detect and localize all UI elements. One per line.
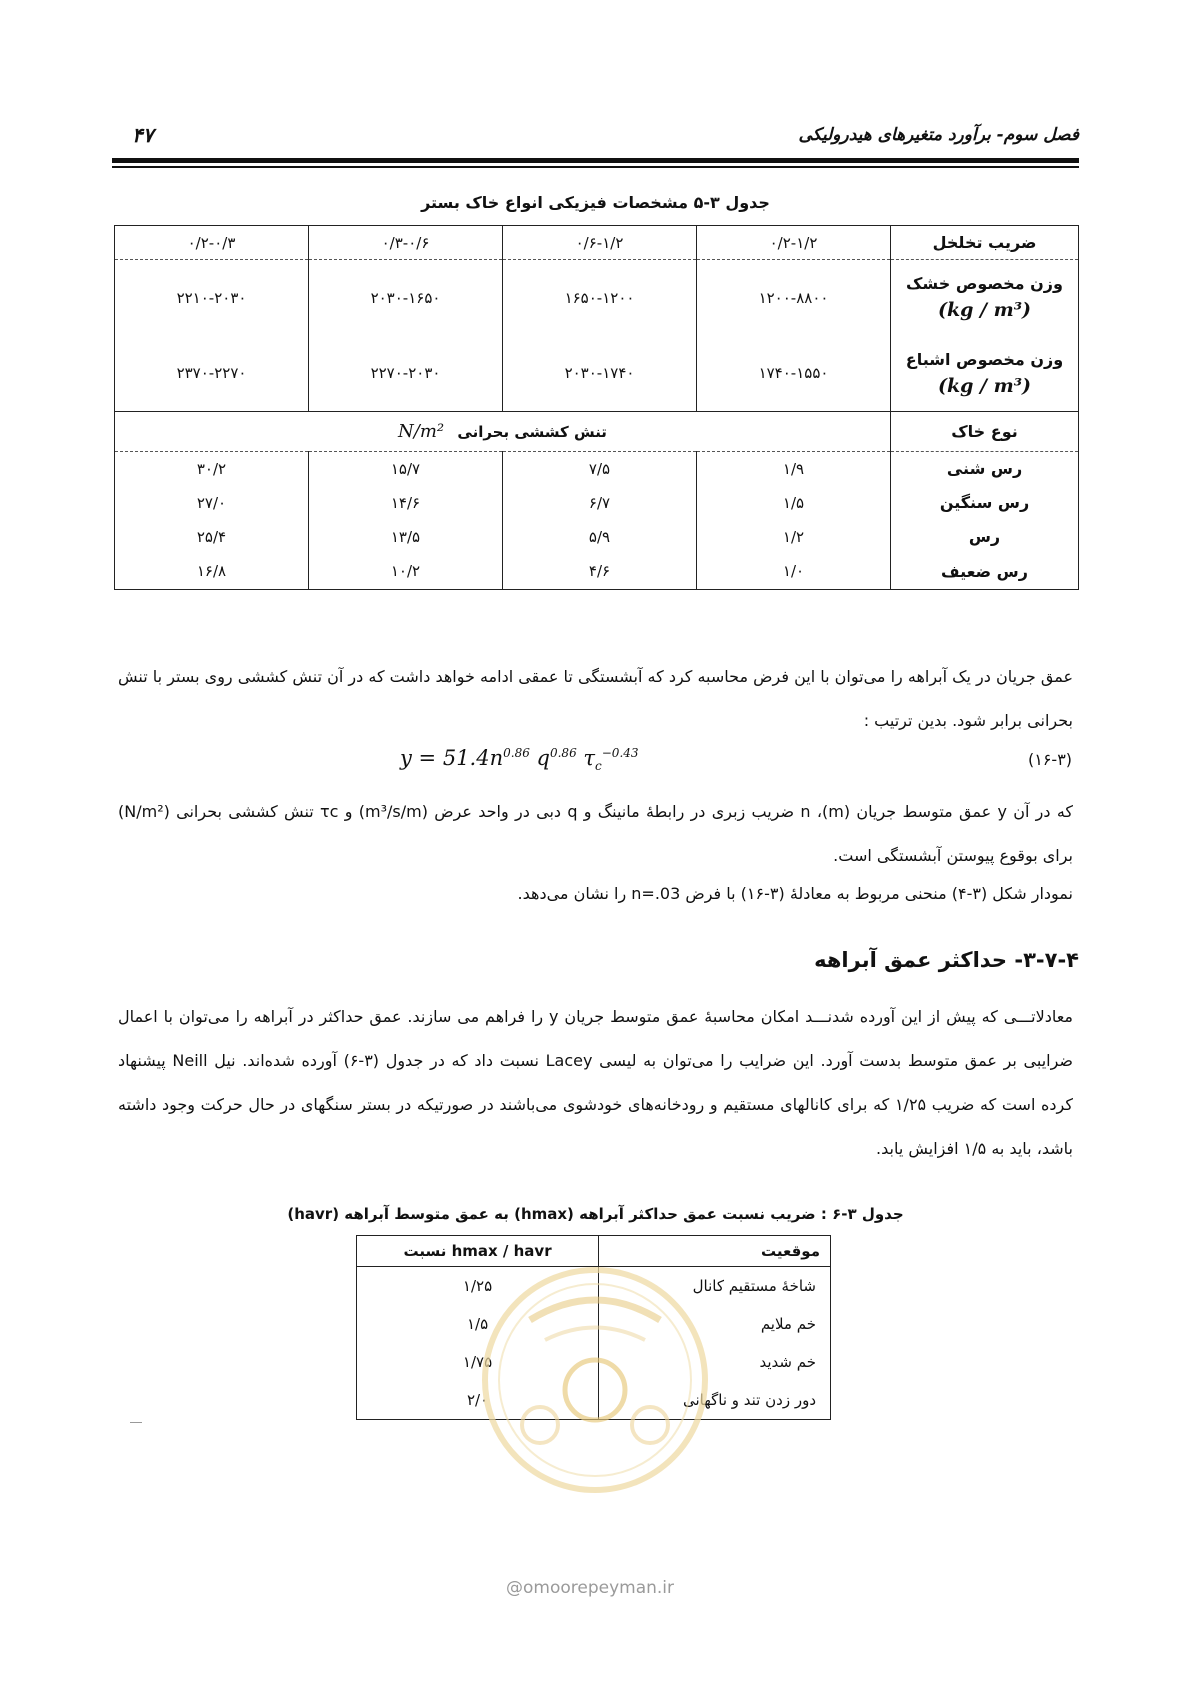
location-cell: خم شدید [599,1343,831,1381]
paragraph-max-depth: معادلاتـــی که پیش از این آورده شدنـــد امکان محاسبهٔ عمق متوسط جریان y را فراهم می سازند. عمق حداکثر در آبراهه را می‌توان با اعمال ضرایبی بر عمق متوسط بدست آورد. این ضرایب را می‌توان به لیسی Lacey نسبت داد که در جدول (۳-۶) آورده شده‌اند. نیل Neill پیشنهاد کرده است که ضریب ۱/۲۵ که برای کانالهای مستقیم و رودخانه‌های خودشوی می‌باشند در صورتیکه در بستر سنگهای در حال حرکت وجود داشته باشد، باید به ۱/۵ افزایش یابد. [118,1007,1074,1158]
sat-weight-cell: ۲۲۷۰-۲۰۳۰ [309,336,503,412]
porosity-cell: ۰/۲-۱/۲ [697,226,891,260]
stress-cell: ۱۰/۲ [309,554,503,590]
paragraph-figure-ref: نمودار شکل (۳-۴) منحنی مربوط به معادلهٔ (۳-۱۶) با فرض n=.03 را نشان می‌دهد. [517,884,1073,903]
critical-stress-label: تنش کششی بحرانی [457,423,607,441]
formula-lhs: y [400,746,412,770]
stress-cell: ۱/۰ [697,554,891,590]
stress-cell: ۱/۵ [697,486,891,520]
location-cell: خم ملایم [599,1305,831,1343]
stress-cell: ۱۴/۶ [309,486,503,520]
soil-row [115,452,1079,486]
dry-weight-cell: ۱۲۰۰-۸۸۰۰ [697,260,891,336]
dry-weight-unit: (kg / m³) [937,299,1032,322]
stress-header-row [115,412,1079,452]
header-rule-thin [112,166,1079,168]
table1-caption: جدول ۳-۵ مشخصات فیزیکی انواع خاک بستر [421,193,770,212]
formula-coef: 51.4 [442,746,490,770]
soil-name: رس ضعیف [891,554,1079,590]
soil-name: رس سنگین [891,486,1079,520]
stress-cell: ۱/۲ [697,520,891,554]
porosity-row [115,226,1079,260]
paragraph-variables: که در آن y عمق متوسط جریان (m)، n ضریب زبری در رابطهٔ مانینگ و q دبی در واحد عرض (m³/s/m) و τc تنش کششی بحرانی (N/m²) برای بوقوع پیوستن آبشستگی است. [118,802,1074,865]
location-column-header: موقعیت [599,1236,831,1267]
porosity-cell: ۰/۶-۱/۲ [503,226,697,260]
location-cell: شاخهٔ مستقیم کانال [599,1267,831,1306]
ratio-cell: ۱/۷۵ [357,1343,599,1381]
soil-type-label: نوع خاک [891,412,1079,452]
ratio-cell: ۲/۰ [357,1381,599,1420]
sat-weight-cell: ۱۷۴۰-۱۵۵۰ [697,336,891,412]
page-speck [130,1422,142,1423]
stress-cell: ۲۷/۰ [115,486,309,520]
sat-weight-unit: (kg / m³) [937,374,1032,397]
page-header [112,125,1079,155]
page-number: ۴۷ [132,123,154,147]
location-cell: دور زدن تند و ناگهانی [599,1381,831,1420]
soil-properties-table [114,225,1079,590]
equation-16-3: $y = 51.4n^{0.86}$ $q^{0.86}$ $\tau_c^{-0.43}$ [400,746,639,774]
stress-cell: ۱۶/۸ [115,554,309,590]
sat-weight-cell: ۲۳۷۰-۲۲۷۰ [115,336,309,412]
stress-cell: ۷/۵ [503,452,697,486]
formula-tau: τ [583,746,596,770]
sat-weight-row [115,336,1079,412]
sat-weight-header [891,336,1079,412]
stress-cell: ۱/۹ [697,452,891,486]
ratio-cell: ۱/۵ [357,1305,599,1343]
formula-q: q [536,746,550,770]
formula-tau-sub: c [595,759,602,774]
porosity-cell: ۰/۳-۰/۶ [309,226,503,260]
dry-weight-row [115,260,1079,336]
dry-weight-cell: ۲۲۱۰-۲۰۳۰ [115,260,309,336]
dry-weight-cell: ۲۰۳۰-۱۶۵۰ [309,260,503,336]
ratio-cell: ۱/۲۵ [357,1267,599,1306]
stress-cell: ۶/۷ [503,486,697,520]
header-rule-thick [112,158,1079,163]
soil-name: رس شنی [891,452,1079,486]
paragraph-flow-depth: عمق جریان در یک آبراهه را می‌توان با این فرض محاسبه کرد که آبشستگی تا عمقی ادامه خواهد داشت که در آن تنش کششی روی بستر با تنش بحرانی برابر شود. بدین ترتیب : [118,667,1073,730]
soil-row [115,520,1079,554]
sat-weight-label: وزن مخصوص اشباع [905,349,1064,369]
critical-stress-unit: N/m² [398,421,445,442]
formula-n-exp: 0.86 [503,746,530,760]
dry-weight-cell: ۱۶۵۰-۱۲۰۰ [503,260,697,336]
porosity-label: ضریب تخلخل [891,226,1079,260]
section-heading: ۳-۷-۴- حداکثر عمق آبراهه [814,948,1079,972]
ratio-column-header: hmax / havr نسبت [357,1236,599,1267]
dry-weight-label: وزن مخصوص خشک [906,274,1063,294]
stress-cell: ۵/۹ [503,520,697,554]
stress-cell: ۳۰/۲ [115,452,309,486]
soil-row [115,554,1079,590]
table2-caption: جدول ۳-۶ : ضریب نسبت عمق حداکثر آبراهه (hmax) به عمق متوسط آبراهه (havr) [287,1205,904,1223]
stress-cell: ۱۳/۵ [309,520,503,554]
soil-name: رس [891,520,1079,554]
soil-row [115,486,1079,520]
chapter-title: فصل سوم- برآورد متغیرهای هیدرولیکی [798,125,1079,145]
watermark-logo-icon [470,1260,720,1500]
dry-weight-header [891,260,1079,336]
equation-number: (۱۶-۳) [1028,750,1073,769]
formula-q-exp: 0.86 [549,746,577,760]
formula-n: n [489,746,504,770]
stress-cell: ۱۵/۷ [309,452,503,486]
formula-tau-exp: −0.43 [601,746,639,760]
stress-cell: ۲۵/۴ [115,520,309,554]
critical-stress-header [115,412,891,452]
stress-cell: ۴/۶ [503,554,697,590]
porosity-cell: ۰/۲-۰/۳ [115,226,309,260]
sat-weight-cell: ۲۰۳۰-۱۷۴۰ [503,336,697,412]
watermark-site: @omoorepeyman.ir [505,1578,675,1598]
